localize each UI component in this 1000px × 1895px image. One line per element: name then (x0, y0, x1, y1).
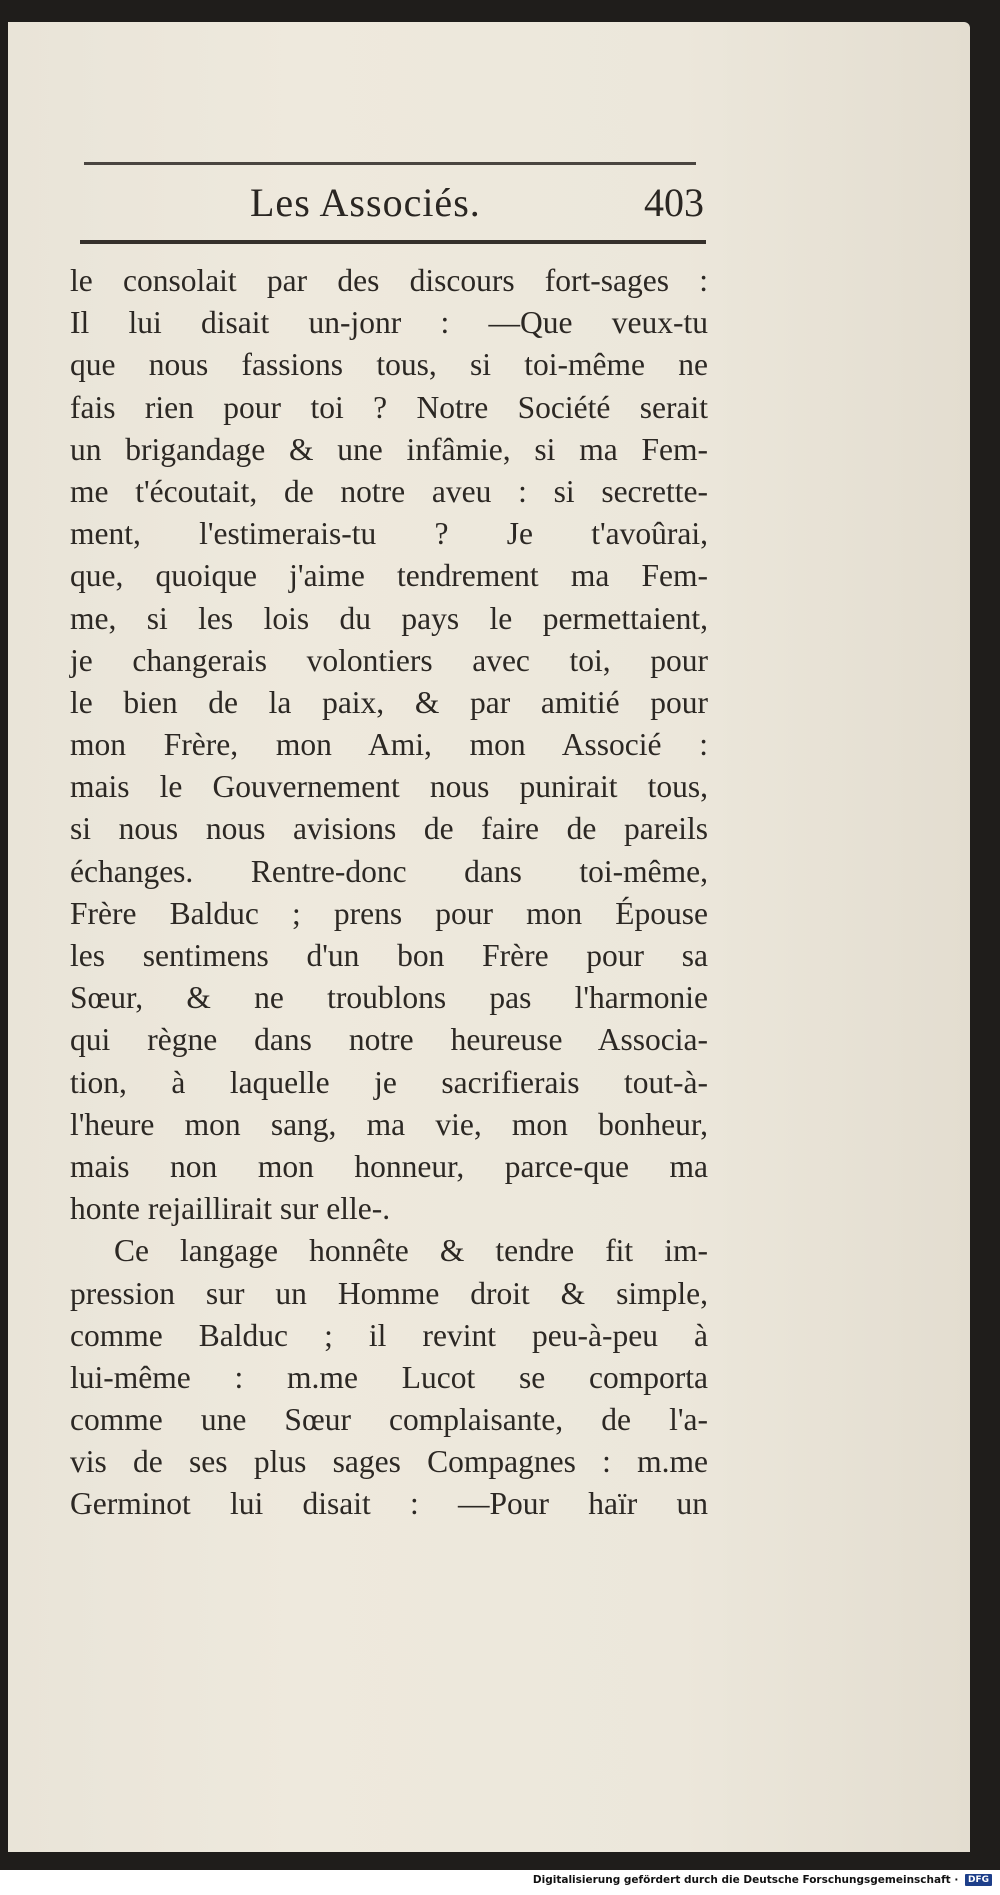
text-line: fais rien pour toi ? Notre Société serait (70, 389, 708, 425)
text-line: tion, à laquelle je sacrifierais tout-à- (70, 1064, 708, 1100)
text-line: mais le Gouvernement nous punirait tous, (70, 769, 708, 805)
text-line: l'heure mon sang, ma vie, mon bonheur, (70, 1106, 708, 1142)
header-rule (80, 240, 706, 244)
text-line: me, si les lois du pays le permettaient, (70, 600, 708, 636)
text-line: Il lui disait un-jonr : —Que veux-tu (70, 305, 708, 341)
text-line: que nous fassions tous, si toi-même ne (70, 347, 708, 383)
top-rule (84, 162, 696, 165)
text-line: mon Frère, mon Ami, mon Associé : (70, 727, 708, 763)
credit-text: Digitalisierung gefördert durch die Deutsche Forschungsgemeinschaft (532, 1874, 951, 1886)
text-line: échanges. Rentre-donc dans toi-même, (70, 853, 708, 889)
text-line: Ce langage honnête & tendre fit im- (114, 1233, 708, 1269)
text-line: qui règne dans notre heureuse Associa- (70, 1022, 708, 1058)
text-line: vis de ses plus sages Compagnes : m.me (70, 1444, 708, 1480)
text-line: pression sur un Homme droit & simple, (70, 1275, 708, 1311)
page-header (84, 172, 704, 234)
text-line: comme une Sœur complaisante, de l'a- (70, 1402, 708, 1438)
text-line: le consolait par des discours fort-sages : (70, 263, 708, 298)
text-line: lui-même : m.me Lucot se comporta (70, 1359, 708, 1395)
text-line: Frère Balduc ; prens pour mon Épouse (70, 895, 708, 931)
dot-separator: · (954, 1874, 959, 1886)
text-line: mais non mon honneur, parce-que ma (70, 1148, 708, 1184)
text-line: Germinot lui disait : —Pour haïr un (70, 1486, 708, 1522)
text-line: le bien de la paix, & par amitié pour (70, 684, 708, 720)
text-line: si nous nous avisions de faire de pareils (70, 811, 708, 847)
text-line: ment, l'estimerais-tu ? Je t'avoûrai, (70, 516, 708, 552)
text-line: comme Balduc ; il revint peu-à-peu à (70, 1317, 708, 1353)
text-line: Sœur, & ne troublons pas l'harmonie (70, 980, 708, 1016)
body-text (70, 260, 708, 1526)
text-line: me t'écoutait, de notre aveu : si secrette- (70, 473, 708, 509)
running-title: Les Associés. (250, 180, 481, 225)
text-line: je changerais volontiers avec toi, pour (70, 642, 708, 678)
page-number: 403 (644, 180, 704, 225)
text-line: les sentimens d'un bon Frère pour sa (70, 938, 708, 973)
dfg-logo-icon: DFG (965, 1874, 992, 1886)
digitization-credit (533, 1874, 992, 1892)
book-page (8, 22, 970, 1852)
text-line: honte rejaillirait sur elle-. (70, 1191, 391, 1227)
text-line: que, quoique j'aime tendrement ma Fem- (70, 558, 708, 594)
text-line: un brigandage & une infâmie, si ma Fem- (70, 431, 708, 467)
